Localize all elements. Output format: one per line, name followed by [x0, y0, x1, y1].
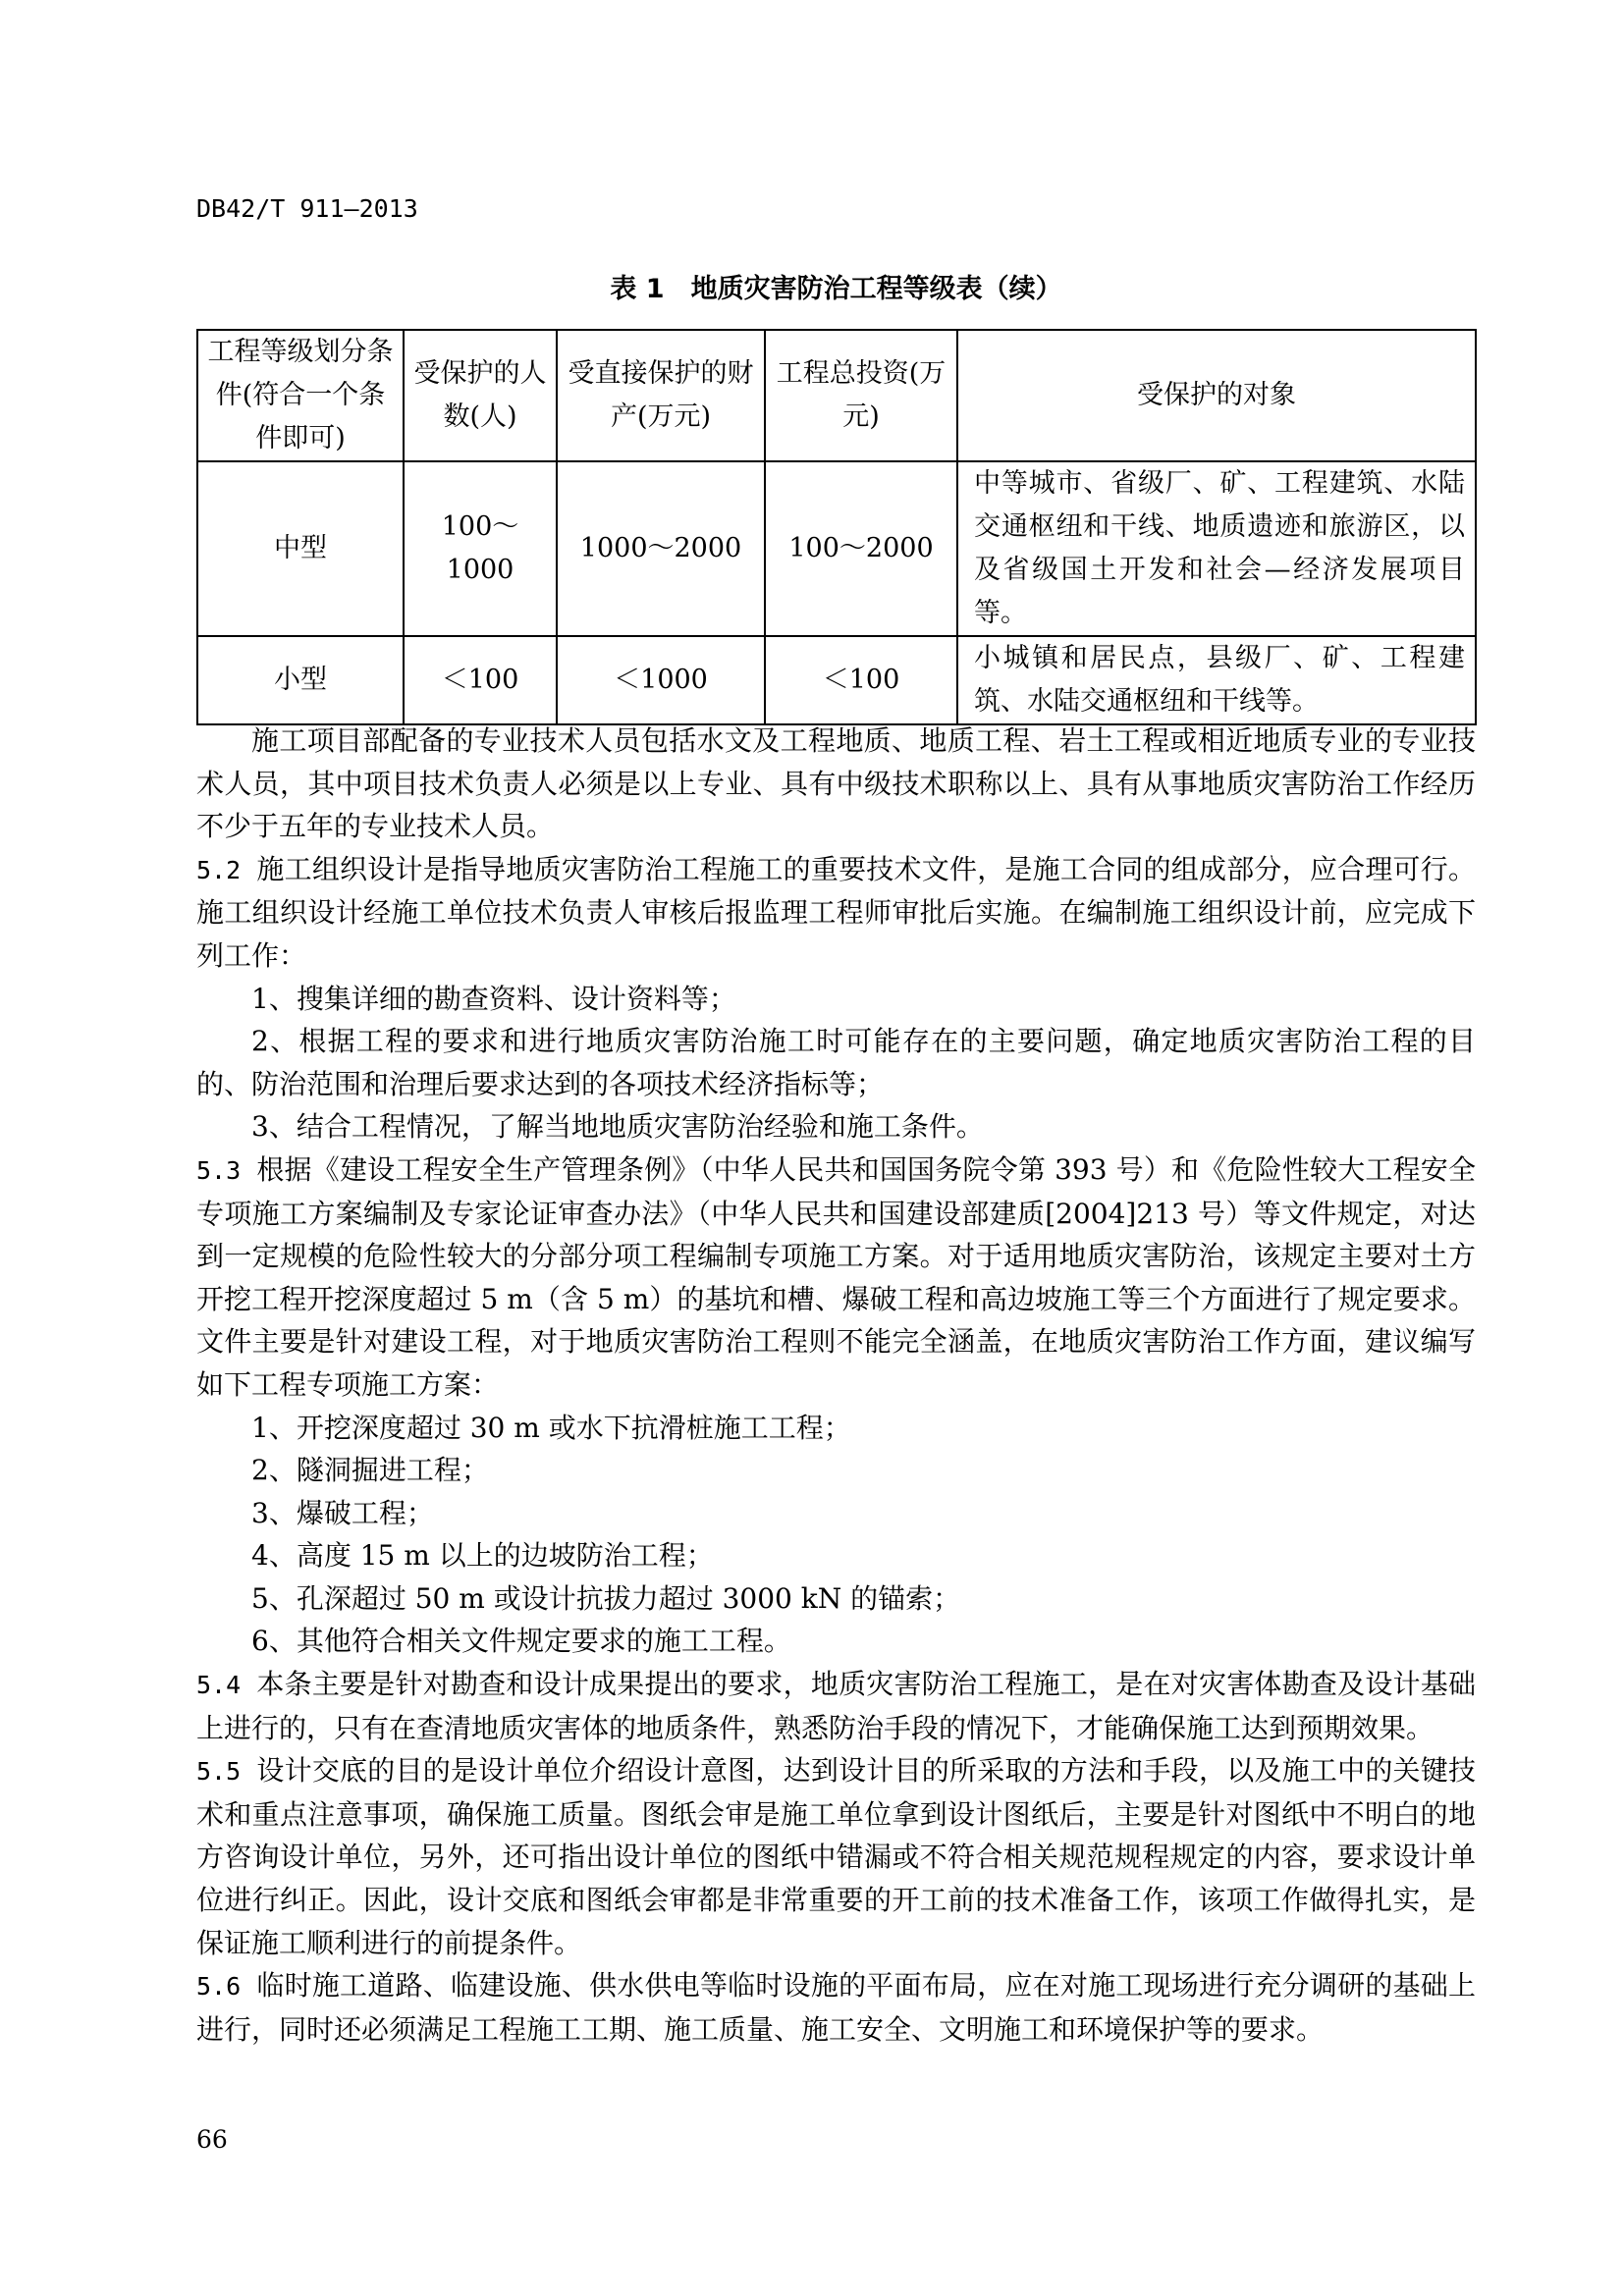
section-text: 根据《建设工程安全生产管理条例》（中华人民共和国国务院令第 393 号）和《危险性较大工程安全专项施工方案编制及专家论证审查办法》（中华人民共和国建设部建质[2004]213 号）等文件规定，对达到一定规模的危险性较大的分部分项工程编制专项施工方案。对于适用地质灾害防治，该规定主要对土方开挖工程开挖深度超过 5 m（含 5 m）的基坑和槽、爆破工程和高边坡施工等三个方面进行了规定要求。文件主要是针对建设工程，对于地质灾害防治工程则不能完全涵盖，在地质灾害防治工作方面，建议编写如下工程专项施工方案： [196, 1152, 1476, 1401]
section-number: 5.2 [196, 855, 242, 884]
section-number: 5.4 [196, 1671, 242, 1700]
paragraph-staff: 施工项目部配备的专业技术人员包括水文及工程地质、地质工程、岩土工程或相近地质专业的专业技术人员，其中项目技术负责人必须是以上专业、具有中级技术职称以上、具有从事地质灾害防治工作经历不少于五年的专业技术人员。 [196, 724, 1476, 843]
section-number: 5.3 [196, 1155, 242, 1185]
table-title: 表 1 地质灾害防治工程等级表（续） [610, 274, 1062, 304]
section-5-2 [196, 848, 1476, 978]
page-number: 66 [196, 2125, 228, 2154]
section-text: 施工组织设计是指导地质灾害防治工程施工的重要技术文件，是施工合同的组成部分，应合理可行。施工组织设计经施工单位技术负责人审核后报监理工程师审批后实施。在编制施工组织设计前，应完成下列工作： [196, 852, 1476, 972]
section-5-4 [196, 1663, 1476, 1749]
section-5-5 [196, 1749, 1476, 1964]
cell-property: 1000～2000 [557, 461, 765, 636]
cell-investment: 100～2000 [765, 461, 957, 636]
cell-grade: 小型 [197, 636, 404, 724]
cell-property: ＜1000 [557, 636, 765, 724]
list-item: 3、爆破工程； [251, 1496, 434, 1529]
cell-objects: 小城镇和居民点，县级厂、矿、工程建筑、水陆交通枢纽和干线等。 [957, 636, 1476, 724]
body-text [196, 720, 1476, 2051]
cell-grade: 中型 [197, 461, 404, 636]
list-item: 3、结合工程情况，了解当地地质灾害防治经验和施工条件。 [251, 1110, 984, 1144]
section-text: 本条主要是针对勘查和设计成果提出的要求，地质灾害防治工程施工，是在对灾害体勘查及设计基础上进行的，只有在查清地质灾害体的地质条件，熟悉防治手段的情况下，才能确保施工达到预期效果。 [196, 1668, 1476, 1744]
cell-people: ＜100 [404, 636, 557, 724]
header-cell-people: 受保护的人数(人) [404, 330, 557, 461]
section-text: 临时施工道路、临建设施、供水供电等临时设施的平面布局，应在对施工现场进行充分调研的基础上进行，同时还必须满足工程施工工期、施工质量、施工安全、文明施工和环境保护等的要求。 [196, 1969, 1476, 2046]
list-item: 6、其他符合相关文件规定要求的施工工程。 [251, 1625, 791, 1658]
grade-table [196, 329, 1477, 725]
section-text: 设计交底的目的是设计单位介绍设计意图，达到设计目的所采取的方法和手段，以及施工中的关键技术和重点注意事项，确保施工质量。图纸会审是施工单位拿到设计图纸后，主要是针对图纸中不明白的地方咨询设计单位，另外，还可指出设计单位的图纸中错漏或不符合相关规范规程规定的内容，要求设计单位进行纠正。因此，设计交底和图纸会审都是非常重要的开工前的技术准备工作，该项工作做得扎实，是保证施工顺利进行的前提条件。 [196, 1754, 1476, 1959]
header-cell-grade: 工程等级划分条件(符合一个条件即可) [197, 330, 404, 461]
cell-people [404, 461, 557, 636]
section-number: 5.6 [196, 1972, 242, 2002]
header-cell-investment: 工程总投资(万元) [765, 330, 957, 461]
list-item: 1、搜集详细的勘查资料、设计资料等； [251, 982, 736, 1015]
section-5-6 [196, 1964, 1476, 2051]
cell-objects: 中等城市、省级厂、矿、工程建筑、水陆交通枢纽和干线、地质遗迹和旅游区，以及省级国土开发和社会—经济发展项目等。 [957, 461, 1476, 636]
section-5-3 [196, 1148, 1476, 1407]
table-row [197, 636, 1476, 724]
table-header-row [197, 330, 1476, 461]
list-item: 5、孔深超过 50 m 或设计抗拔力超过 3000 kN 的锚索； [251, 1581, 961, 1615]
header-cell-property: 受直接保护的财产(万元) [557, 330, 765, 461]
cell-people-value: 100～1000 [441, 511, 519, 585]
document-code-header: DB42/T 911—2013 [196, 194, 418, 223]
list-item: 2、隧洞掘进工程； [251, 1454, 489, 1487]
list-item: 4、高度 15 m 以上的边坡防治工程； [251, 1539, 714, 1573]
list-item: 2、根据工程的要求和进行地质灾害防治施工时可能存在的主要问题，确定地质灾害防治工程的目的、防治范围和治理后要求达到的各项技术经济指标等； [196, 1025, 1476, 1100]
header-cell-objects: 受保护的对象 [957, 330, 1476, 461]
section-number: 5.5 [196, 1757, 242, 1787]
list-item: 1、开挖深度超过 30 m 或水下抗滑桩施工工程； [251, 1411, 851, 1444]
table-row [197, 461, 1476, 636]
cell-investment: ＜100 [765, 636, 957, 724]
